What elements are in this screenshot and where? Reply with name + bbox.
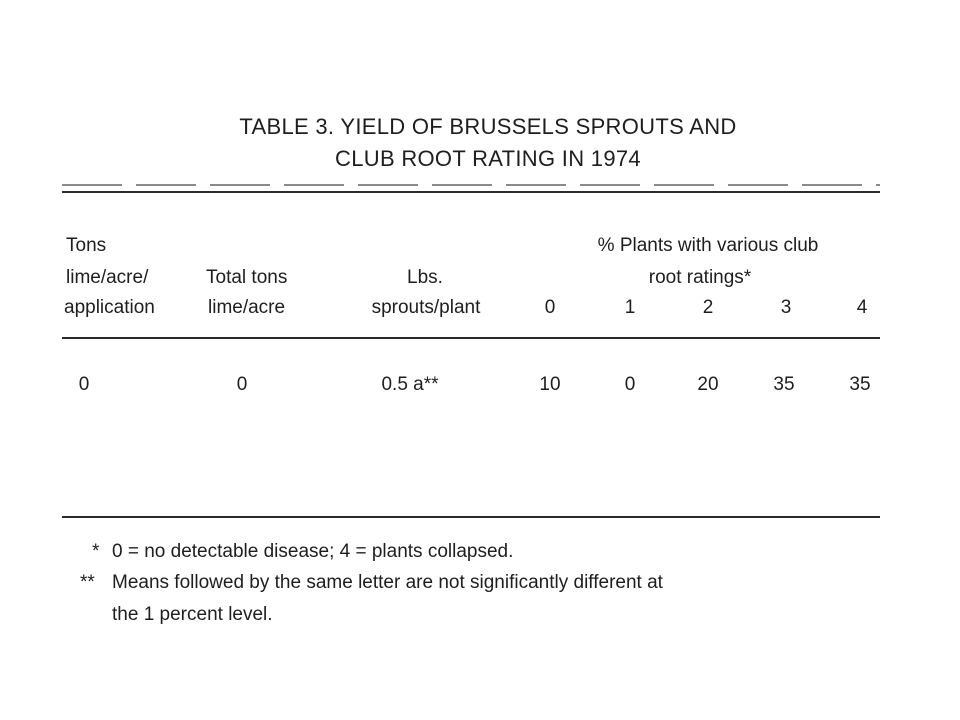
cell-rating-2: 20: [697, 374, 719, 395]
footnote-2-mark: **: [80, 572, 95, 593]
header-tons-line-2: lime/acre/: [66, 267, 149, 288]
top-rule-dashed: [62, 184, 880, 186]
header-lbs-line-2: sprouts/plant: [371, 297, 481, 318]
header-rating-3: 3: [780, 297, 792, 318]
footnote-2-line-1: Means followed by the same letter are not significantly different at: [112, 572, 663, 593]
header-total-tons-line-2: lime/acre: [208, 297, 286, 318]
header-rating-4: 4: [856, 297, 868, 318]
footnote-1-text: 0 = no detectable disease; 4 = plants collapsed.: [112, 541, 514, 562]
header-percent-plants: % Plants with various club: [597, 235, 819, 256]
header-tons-line-3: application: [64, 297, 155, 318]
header-root-ratings: root ratings*: [648, 267, 752, 288]
header-rating-2: 2: [702, 297, 714, 318]
header-rule: [62, 337, 880, 339]
cell-rating-0: 10: [539, 374, 561, 395]
header-rating-1: 1: [624, 297, 636, 318]
table-title-line-1: TABLE 3. YIELD OF BRUSSELS SPROUTS AND: [239, 114, 737, 139]
cell-total-tons: 0: [236, 374, 248, 395]
bottom-rule: [62, 516, 880, 518]
header-lbs-line-1: Lbs.: [407, 267, 443, 288]
footnote-2-line-2: the 1 percent level.: [112, 604, 273, 625]
cell-rating-4: 35: [849, 374, 871, 395]
footnote-1-mark: *: [92, 541, 100, 562]
header-rating-0: 0: [544, 297, 556, 318]
header-tons-line-1: Tons: [66, 235, 107, 256]
top-rule: [62, 191, 880, 193]
header-total-tons-line-1: Total tons: [206, 267, 288, 288]
cell-tons-per-application: 0: [78, 374, 90, 395]
cell-lbs-sprouts: 0.5 a**: [381, 374, 439, 395]
cell-rating-1: 0: [624, 374, 636, 395]
cell-rating-3: 35: [773, 374, 795, 395]
table-title-line-2: CLUB ROOT RATING IN 1974: [335, 146, 641, 171]
